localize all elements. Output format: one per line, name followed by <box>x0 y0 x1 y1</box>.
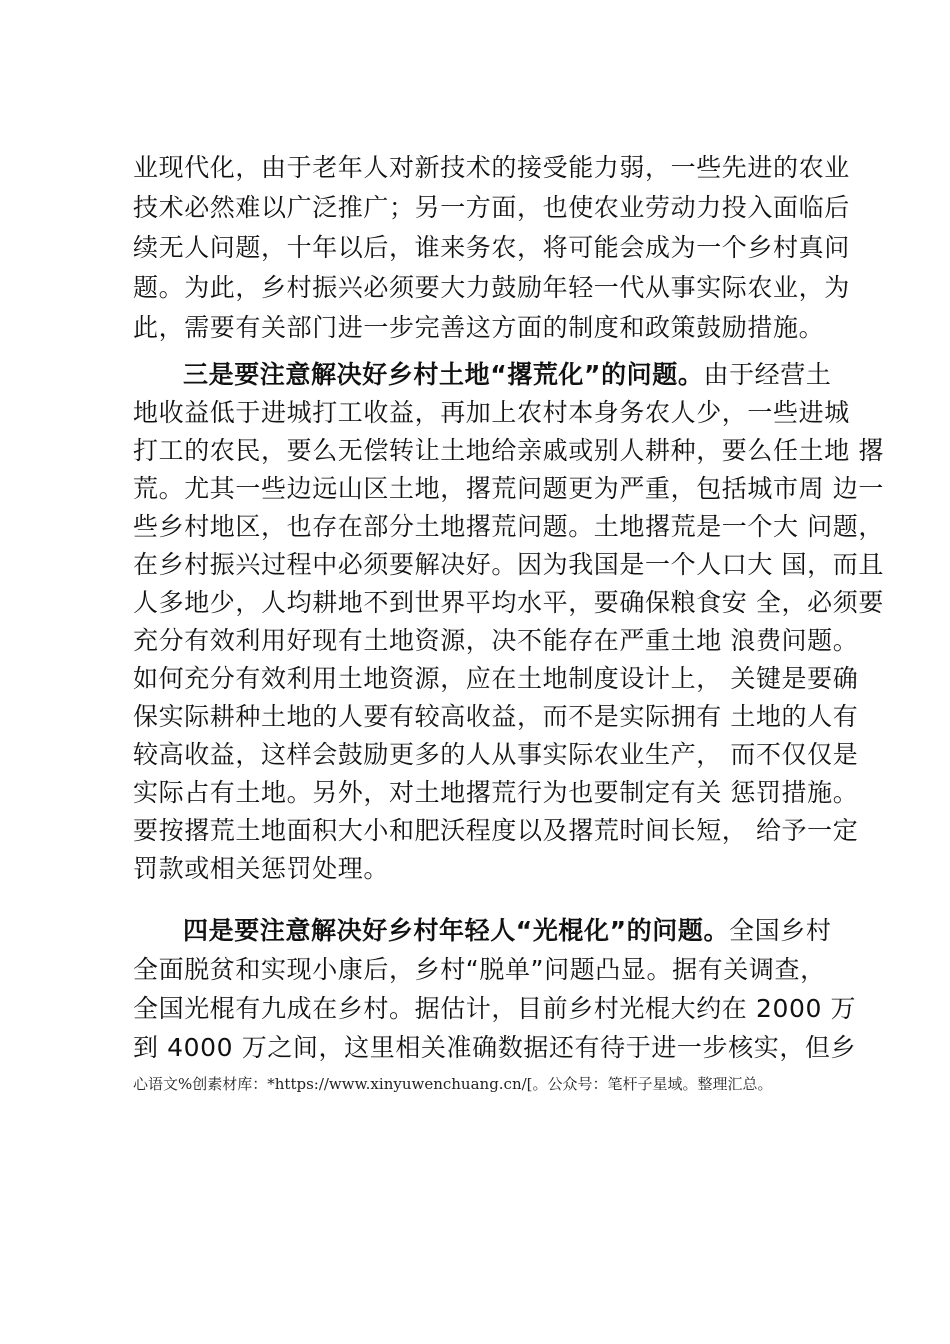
paragraph-line: 罚款或相关惩罚处理。 <box>133 854 390 883</box>
paragraph-text: 全国乡村 <box>729 916 832 945</box>
paragraph-line: 打工的农民，要么无偿转让土地给亲戚或别人耕种，要么任土地 撂 <box>133 436 884 465</box>
paragraph-line: 全国光棍有九成在乡村。据估计，目前乡村光棍大约在 2000 万 <box>133 994 857 1023</box>
paragraph-text: 由于经营土 <box>703 360 832 389</box>
paragraph-line: 在乡村振兴过程中必须要解决好。因为我国是一个人口大 国，而且 <box>133 550 884 579</box>
paragraph-line: 人多地少，人均耕地不到世界平均水平，要确保粮食安 全，必须要 <box>133 588 884 617</box>
section-heading: 四是要注意解决好乡村年轻人“光棍化”的问题。 <box>183 916 730 945</box>
paragraph-line: 充分有效利用好现有土地资源，决不能存在严重土地 浪费问题。 <box>133 626 859 655</box>
paragraph-line: 此，需要有关部门进一步完善这方面的制度和政策鼓励措施。 <box>133 313 825 342</box>
paragraph-line: 到 4000 万之间，这里相关准确数据还有待于进一步核实，但乡 <box>133 1033 857 1062</box>
paragraph-first-line <box>183 911 831 951</box>
section-heading: 三是要注意解决好乡村土地“撂荒化”的问题。 <box>183 360 704 389</box>
paragraph-line: 续无人问题，十年以后，谁来务农，将可能会成为一个乡村真问 <box>133 233 850 262</box>
paragraph-line: 技术必然难以广泛推广；另一方面，也使农业劳动力投入面临后 <box>133 193 850 222</box>
paragraph-line: 题。为此，乡村振兴必须要大力鼓励年轻一代从事实际农业，为 <box>133 273 850 302</box>
paragraph-line: 保实际耕种土地的人要有较高收益，而不是实际拥有 土地的人有 <box>133 702 859 731</box>
paragraph-line: 地收益低于进城打工收益，再加上农村本身务农人少，一些进城 <box>133 398 850 427</box>
paragraph-line: 如何充分有效利用土地资源，应在土地制度设计上， 关键是要确 <box>133 664 859 693</box>
footer-source-note: 心语文%创素材库：*https://www.xinyuwenchuang.cn/[。公众号：笔杆子星域。整理汇总。 <box>133 1075 773 1093</box>
paragraph-line: 荒。尤其一些边远山区土地，撂荒问题更为严重，包括城市周 边一 <box>133 474 884 503</box>
paragraph-line: 较高收益，这样会鼓励更多的人从事实际农业生产， 而不仅仅是 <box>133 740 859 769</box>
paragraph-first-line <box>183 355 831 395</box>
paragraph-line: 全面脱贫和实现小康后，乡村“脱单”问题凸显。据有关调查， <box>133 955 826 984</box>
paragraph-line: 业现代化，由于老年人对新技术的接受能力弱，一些先进的农业 <box>133 153 850 182</box>
paragraph-line: 些乡村地区，也存在部分土地撂荒问题。土地撂荒是一个大 问题， <box>133 512 884 541</box>
paragraph-line: 实际占有土地。另外，对土地撂荒行为也要制定有关 惩罚措施。 <box>133 778 859 807</box>
paragraph-line: 要按撂荒土地面积大小和肥沃程度以及撂荒时间长短， 给予一定 <box>133 816 859 845</box>
